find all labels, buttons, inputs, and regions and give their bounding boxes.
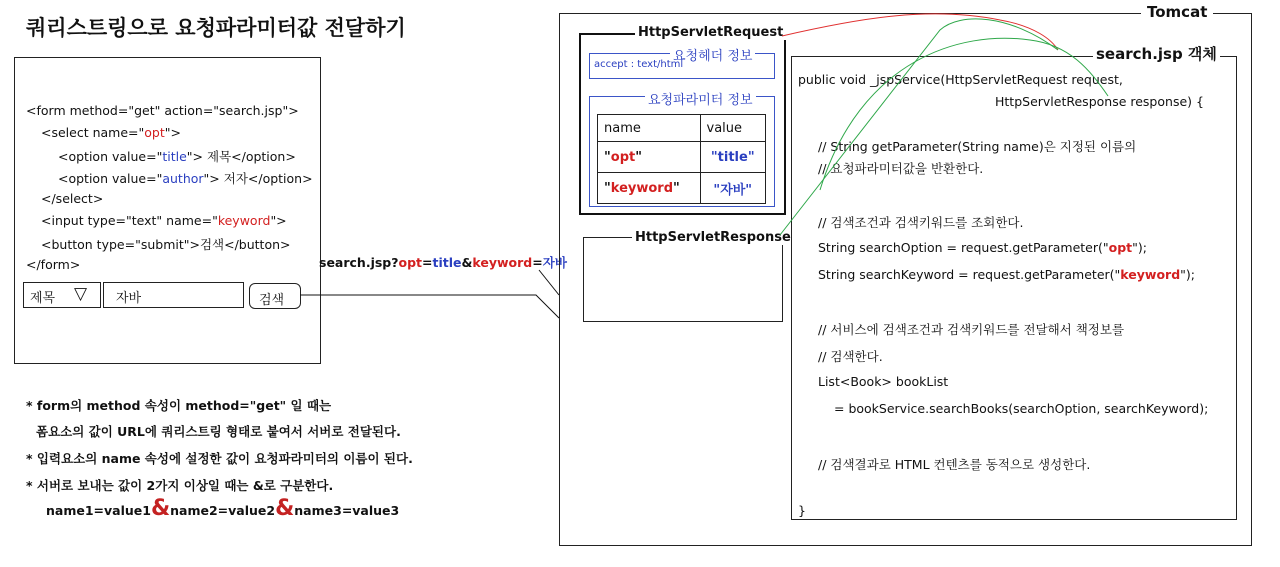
jsp-closing-brace: } bbox=[798, 503, 806, 518]
green-connector-request bbox=[820, 38, 1108, 190]
jsp-comment-2: // 요청파라미터값을 반환한다. bbox=[818, 161, 984, 176]
jsp-comment-6: // 검색결과로 HTML 컨텐츠를 동적으로 생성한다. bbox=[818, 457, 1091, 472]
tomcat-label: Tomcat bbox=[1141, 3, 1213, 21]
request-flow-line bbox=[300, 295, 559, 318]
keyword-input-value: 자바 bbox=[116, 291, 142, 306]
response-label: HttpServletResponse bbox=[632, 230, 794, 245]
query-string-url: search.jsp?opt=title&keyword=자바 bbox=[319, 255, 567, 270]
jsp-comment-5: // 검색한다. bbox=[818, 349, 883, 364]
request-header-group-label: 요청헤더 정보 bbox=[670, 45, 755, 64]
jsp-comment-1: // String getParameter(String name)은 지정된 이름의 bbox=[818, 139, 1137, 154]
jsp-method-signature-2: HttpServletResponse response) { bbox=[995, 94, 1204, 109]
code-line-select-close: </select> bbox=[41, 191, 104, 206]
code-line-select-open: <select name="opt"> bbox=[41, 125, 181, 140]
request-param-group-label: 요청파라미터 정보 bbox=[645, 89, 756, 108]
code-line-form-close: </form> bbox=[26, 257, 81, 272]
param-name-cell: "opt" bbox=[598, 142, 701, 173]
note-4: * 서버로 보내는 값이 2가지 이상일 때는 &로 구분한다. bbox=[26, 478, 334, 493]
code-line-button: <button type="submit">검색</button> bbox=[41, 237, 291, 252]
note-2: 폼요소의 값이 URL에 쿼리스트링 형태로 붙여서 서버로 전달된다. bbox=[36, 424, 401, 439]
param-value-cell: "자바" bbox=[700, 173, 765, 204]
url-pointer-line bbox=[539, 270, 559, 295]
code-line-form-open: <form method="get" action="search.jsp"> bbox=[26, 103, 299, 118]
request-label: HttpServletRequest bbox=[635, 25, 786, 40]
red-connector-request bbox=[782, 14, 1058, 50]
jsp-stmt-book-list: List<Book> bookList bbox=[818, 374, 949, 389]
jsp-comment-3: // 검색조건과 검색키워드를 조회한다. bbox=[818, 215, 1024, 230]
request-header-value: accept : text/html bbox=[594, 59, 684, 70]
note-example: name1=value1&name2=value2&name3=value3 bbox=[46, 496, 400, 521]
search-button-label: 검색 bbox=[259, 293, 285, 308]
jsp-stmt-search-books: = bookService.searchBooks(searchOption, searchKeyword); bbox=[834, 401, 1209, 416]
code-line-option-title: <option value="title"> 제목</option> bbox=[58, 149, 296, 164]
param-value-cell: "title" bbox=[700, 142, 765, 173]
select-value: 제목 bbox=[30, 291, 56, 306]
note-1: * form의 method 속성이 method="get" 일 때는 bbox=[26, 398, 332, 413]
green-connector-response bbox=[780, 19, 1058, 235]
param-name-cell: "keyword" bbox=[598, 173, 701, 204]
search-jsp-label: search.jsp 객체 bbox=[1093, 43, 1220, 64]
param-header-value: value bbox=[700, 115, 765, 142]
jsp-method-signature-1: public void _jspService(HttpServletRequest request, bbox=[798, 72, 1123, 87]
jsp-stmt-search-keyword: String searchKeyword = request.getParameter("keyword"); bbox=[818, 267, 1195, 282]
code-line-input: <input type="text" name="keyword"> bbox=[41, 213, 287, 228]
jsp-comment-4: // 서비스에 검색조건과 검색키워드를 전달해서 책정보를 bbox=[818, 322, 1125, 337]
jsp-stmt-search-option: String searchOption = request.getParameter("opt"); bbox=[818, 240, 1147, 255]
note-3: * 입력요소의 name 속성에 설정한 값이 요청파라미터의 이름이 된다. bbox=[26, 451, 413, 466]
chevron-down-icon: ▽ bbox=[74, 284, 88, 304]
param-header-name: name bbox=[598, 115, 701, 142]
code-line-option-author: <option value="author"> 저자</option> bbox=[58, 171, 313, 186]
page-title: 쿼리스트링으로 요청파라미터값 전달하기 bbox=[26, 16, 406, 40]
